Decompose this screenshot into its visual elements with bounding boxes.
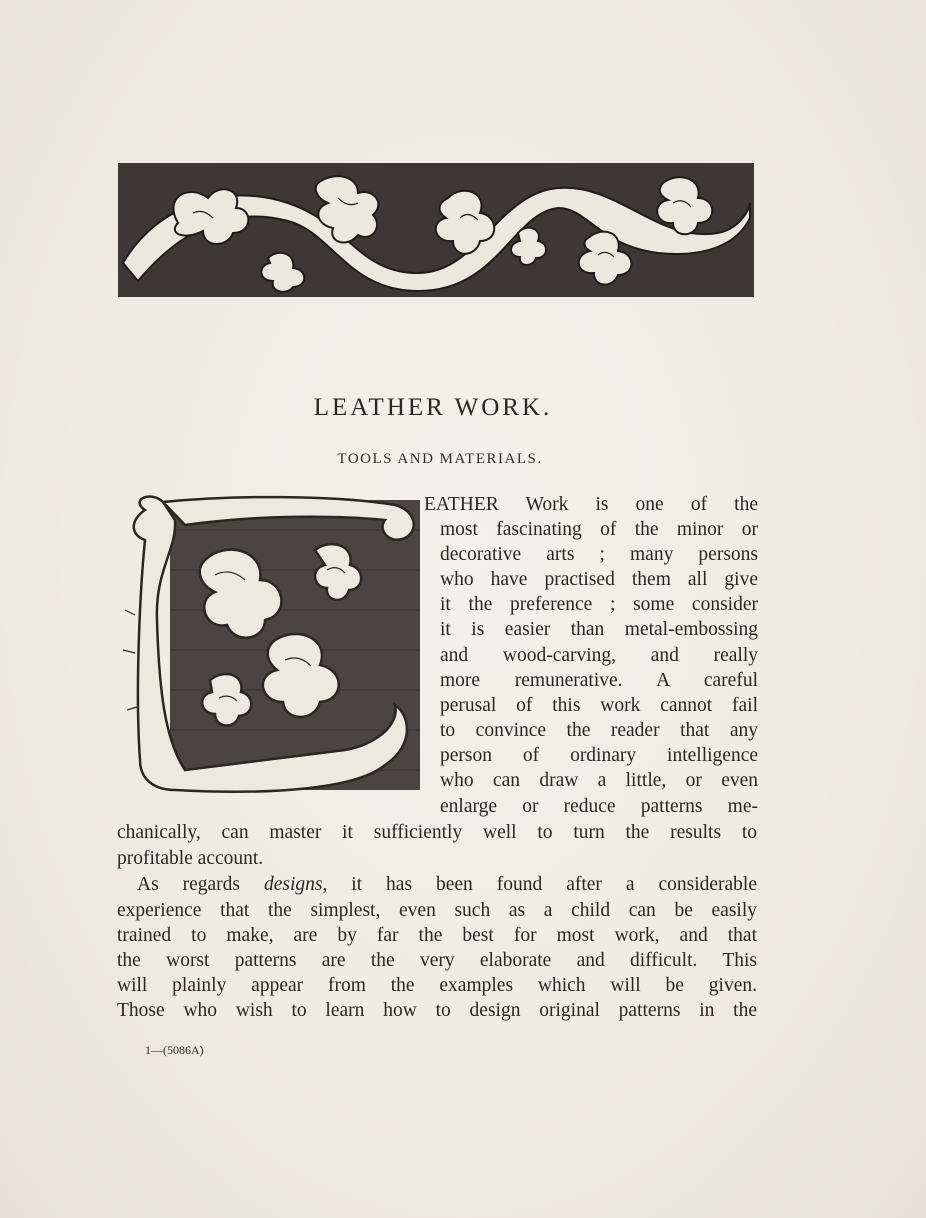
text-line: and wood-carving, and really <box>440 645 758 666</box>
text-line: the worst patterns are the very elaborate and difficult. This <box>117 950 757 971</box>
text-line: perusal of this work cannot fail <box>440 695 758 716</box>
drop-cap-ornament <box>115 490 425 810</box>
text-line: it is easier than metal-embossing <box>440 619 758 640</box>
ornamental-headpiece <box>118 163 754 297</box>
text-line: person of ordinary intelligence <box>440 745 758 766</box>
text-line: decorative arts ; many persons <box>440 544 758 565</box>
emphasis-designs: designs, <box>263 874 328 895</box>
text-line: experience that the simplest, even such as a child can be easily <box>117 900 757 921</box>
text-line: who can draw a little, or even <box>440 770 758 791</box>
text-line: enlarge or reduce patterns me- <box>440 796 758 817</box>
page-title: LEATHER WORK. <box>313 394 553 421</box>
text-line: EATHER Work is one of the <box>424 494 758 515</box>
text-line: chanically, can master it sufficiently well to turn the results to <box>117 822 757 843</box>
text-line: to convince the reader that any <box>440 720 758 741</box>
text-line: will plainly appear from the examples which will be given. <box>117 975 757 996</box>
signature-mark: 1—(5086A) <box>145 1043 204 1057</box>
text-line: who have practised them all give <box>440 569 758 590</box>
text-line: it the preference ; some consider <box>440 594 758 615</box>
text-line: more remunerative. A careful <box>440 670 758 691</box>
text-line: profitable account. <box>117 848 264 869</box>
text-line: most fascinating of the minor or <box>440 519 758 540</box>
text-line: trained to make, are by far the best for most work, and that <box>117 925 757 946</box>
text-line: As regards designs, it has been found after a considerable <box>137 874 757 895</box>
section-subtitle: TOOLS AND MATERIALS. <box>337 451 543 467</box>
text-line: Those who wish to learn how to design original patterns in the <box>117 1000 757 1021</box>
